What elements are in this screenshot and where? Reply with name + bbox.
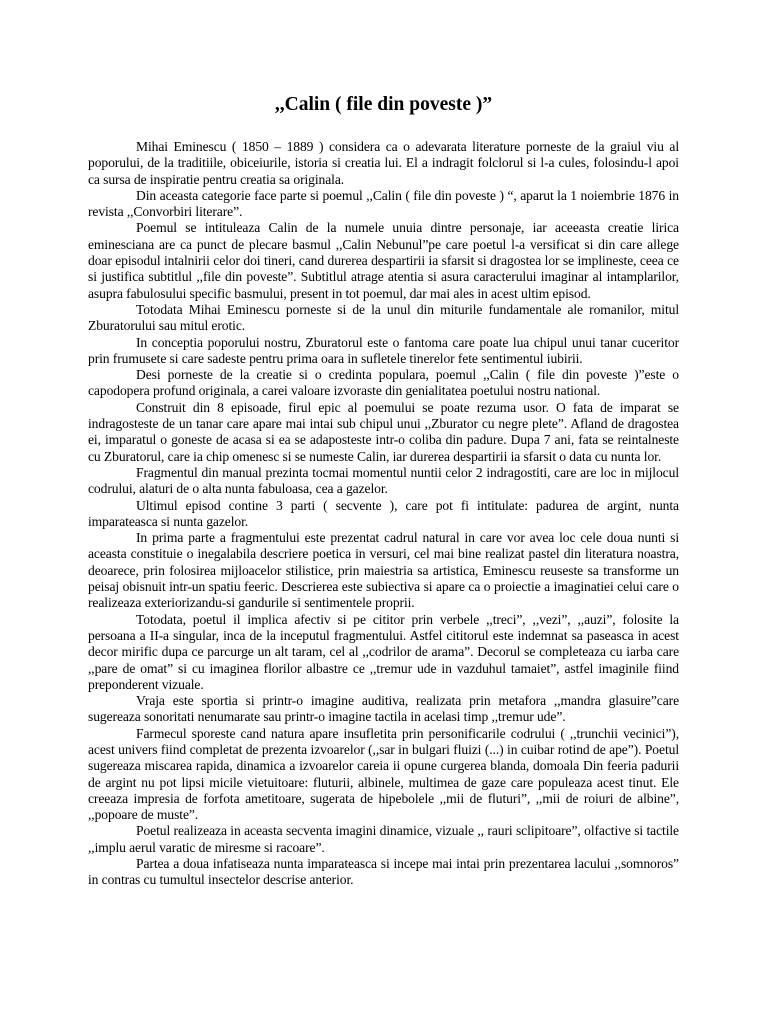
paragraph: Ultimul episod contine 3 parti ( secvente ), care pot fi intitulate: padurea de argint, nunta imparateasca si nunta gazelor. [88,497,679,529]
paragraph: In prima parte a fragmentului este prezentat cadrul natural in care vor avea loc cele doua nunti si aceasta constituie o inegalabila descriere poetica in versuri, cel mai bine realizat pastel din literatura noastra, deoarece, prin folosirea mijloacelor stilistice, prin maiestria sa artistica, Eminescu reuseste sa transforme un peisaj obisnuit intr-un spatiu feeric. Descrierea este subiectiva si apare ca o proiectie a imaginatiei celui care o realizeaza exteriorizandu-si gandurile si sentimentele proprii. [88,530,679,611]
paragraph: Totodata, poetul il implica afectiv si pe cititor prin verbele ,,treci”, ,,vezi”, ,,auzi”, folosite la persoana a II-a singular, inca de la inceputul fragmentului. Astfel cititorul este indemnat sa paseasca in acest decor mirific dupa ce parcurge un alt taram, cel al ,,codrilor de arama”. Decorul se completeaza cu iarba care ,,pare de omat” si cu imaginea florilor albastre ce ,,tremur ude in vazduhul tamaiet”, astfel imaginile fiind preponderent vizuale. [88,611,679,692]
document-body [88,139,679,889]
paragraph: Din aceasta categorie face parte si poemul ,,Calin ( file din poveste ) “, aparut la 1 noiembrie 1876 in revista ,,Convorbiri literare”. [88,187,679,220]
document-page [88,93,679,889]
paragraph: Partea a doua infatiseaza nunta imparateasca si incepe mai intai prin prezentarea lacului ,,somnoros” in contras cu tumultul insectelor descrise anterior. [88,856,679,888]
paragraph: In conceptia poporului nostru, Zburatorul este o fantoma care poate lua chipul unui tanar cuceritor prin frumusete si care sadeste pentru prima oara in sufletele tinerelor fete sentimentul iubirii. [88,334,679,366]
paragraph: Vraja este sportia si printr-o imagine auditiva, realizata prin metafora ,,mandra glasuire”care sugereaza sonoritati nenumarate sau printr-o imagine tactila in acelasi timp ,,tremur ude”. [88,693,679,725]
paragraph: Poetul realizeaza in aceasta secventa imagini dinamice, vizuale ,, rauri sclipitoare”, olfactive si tactile ,,implu aerul varatic de miresme si racoare”. [88,823,679,855]
paragraph: Mihai Eminescu ( 1850 – 1889 ) considera ca o adevarata literature porneste de la graiul viu al poporului, de la traditiile, obiceiurile, istoria si creatia lui. El a indragit folclorul si l-a cules, folosindu-l apoi ca sursa de inspiratie pentru creatia sa originala. [88,139,679,187]
paragraph: Desi porneste de la creatie si o credinta populara, poemul ,,Calin ( file din poveste )”este o capodopera profund originala, a carei valoare izvoraste din genialitatea poetului nostru national. [88,367,679,399]
paragraph: Fragmentul din manual prezinta tocmai momentul nuntii celor 2 indragostiti, care are loc in mijlocul codrului, alaturi de o alta nunta fabuloasa, cea a gazelor. [88,464,679,497]
paragraph: Totodata Mihai Eminescu porneste si de la unul din miturile fundamentale ale romanilor, mitul Zburatorului sau mitul erotic. [88,301,679,334]
page-title: ,,Calin ( file din poveste )” [274,94,493,115]
paragraph: Construit din 8 episoade, firul epic al poemului se poate rezuma usor. O fata de imparat se indragosteste de un tanar care apare mai intai sub chipul unui ,,Zburator cu negre plete”. Afland de dragostea ei, imparatul o goneste de acasa si ea se adaposteste intr-o coliba din padure. Dupa 7 ani, fata se reintalneste cu Zburatorul, care ia chip omenesc si se numeste Calin, iar durerea despartirii ia sfarsit o data cu nunta lor. [88,399,679,464]
paragraph: Poemul se intituleaza Calin de la numele unuia dintre personaje, iar aceeasta creatie lirica eminesciana are ca punct de plecare basmul ,,Calin Nebunul”pe care poetul l-a versificat si din care allege doar episodul intalnirii celor doi tineri, cand durerea despartirii ia sfarsit si dragostea lor se implineste, ceea ce si justifica subtitlul ,,file din poveste”. Subtitlul atrage atentia si asura caracterului imaginar al intamplarilor, asupra fabulosului specific basmului, present in tot poemul, dar mai ales in acest ultim episod. [88,220,679,301]
paragraph: Farmecul sporeste cand natura apare insufletita prin personificarile codrului ( ,,trunchii vecinici”), acest univers fiind completat de prezenta izvoarelor (,,sar in bulgari fluizi (...) in cuibar rotind de ape”). Poetul sugereaza miscarea rapida, dinamica a izvoarelor careia ii opune curgerea blanda, domoala Din feeria padurii de argint nu pot lipsi micile vietuitoare: fluturii, albinele, multimea de gaze care populeaza acest tinut. Ele creeaza impresia de forfota ametitoare, sugerata de hipebolele ,,mii de fluturi”, ,,mii de roiuri de albine”, ,,popoare de muste”. [88,725,679,823]
